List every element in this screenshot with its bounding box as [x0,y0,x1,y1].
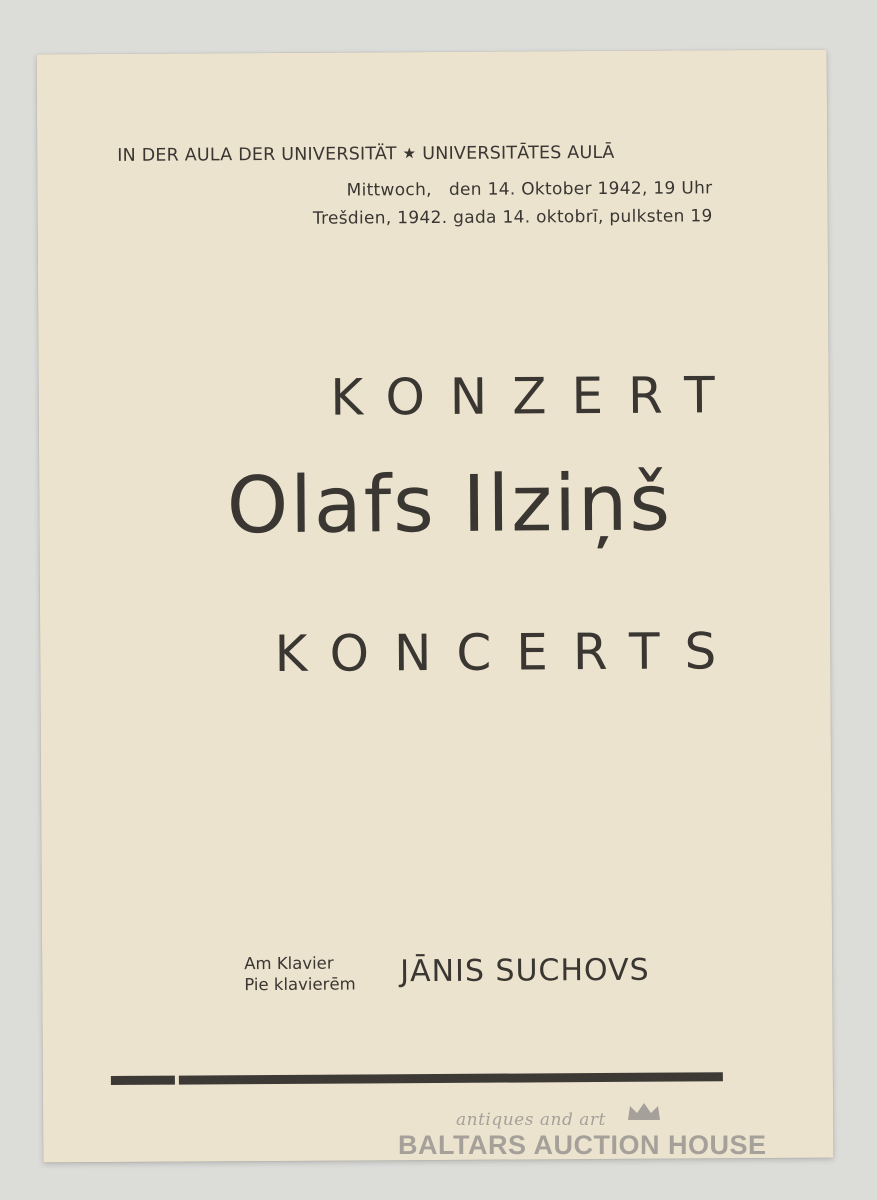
divider-segment-long [179,1072,723,1084]
venue-line [117,142,717,166]
divider-rule [111,1072,723,1085]
concert-program-sheet [37,50,834,1163]
star-icon: ★ [402,144,417,163]
date-latvian: Trešdien, 1942. gada 14. oktobrī, pulksten 19 [312,206,713,229]
venue-latvian: UNIVERSITĀTES AULĀ [422,142,615,165]
auction-watermark [398,1110,798,1161]
accompanist-name: JĀNIS SUCHOVS [400,952,650,990]
date-german: Mittwoch, den 14. Oktober 1942, 19 Uhr [346,178,713,201]
title-latvian: KONCERTS [274,622,742,683]
crown-icon [626,1102,662,1122]
venue-german: IN DER AULA DER UNIVERSITÄT [117,144,397,166]
accompanist-labels [244,952,356,995]
performer-name: Olafs Ilziņš [226,458,673,552]
watermark-tagline: antiques and art [456,1110,606,1130]
watermark-brand: BALTARS AUCTION HOUSE [398,1130,767,1160]
accompanist-label-latvian: Pie klavierēm [244,974,356,995]
title-german: KONZERT [330,366,740,427]
divider-segment-short [111,1076,175,1085]
accompanist-label-german: Am Klavier [244,953,334,974]
